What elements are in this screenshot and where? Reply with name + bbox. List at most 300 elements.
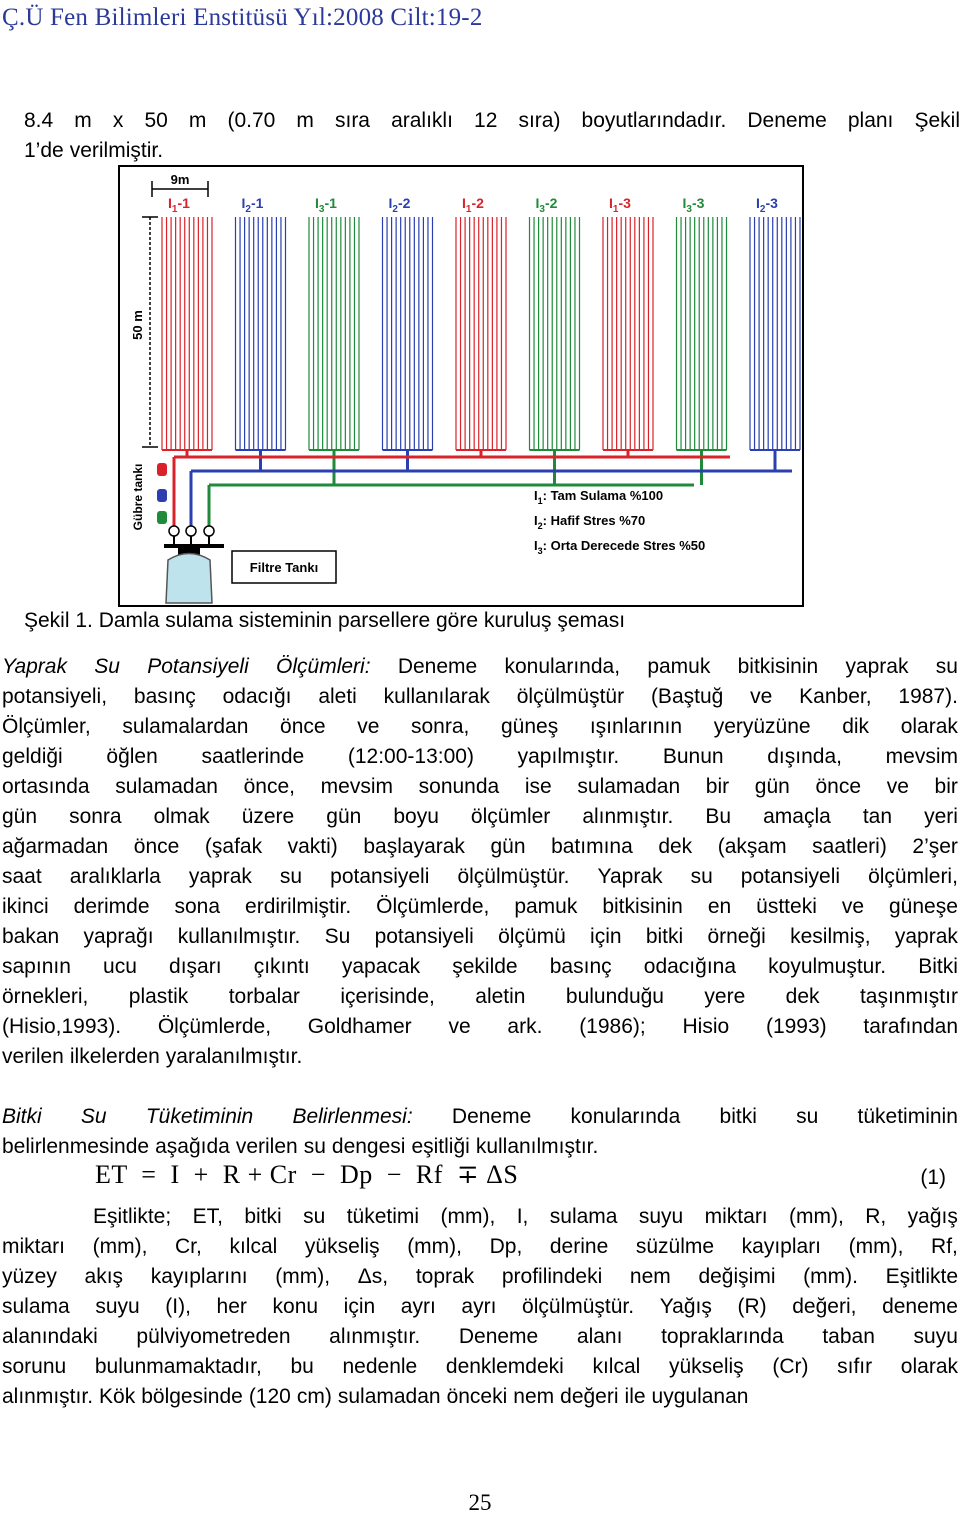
word: 2’şer bbox=[912, 835, 958, 858]
text-line bbox=[2, 1352, 958, 1382]
word: ayrı bbox=[461, 1295, 497, 1318]
word: m bbox=[74, 109, 92, 132]
word: sulama bbox=[2, 1295, 70, 1318]
word: Ölçümler, bbox=[2, 715, 91, 738]
plot-label: $I_2-2$ bbox=[388, 195, 411, 215]
word: olarak bbox=[900, 1355, 958, 1378]
word: Şekil bbox=[914, 109, 960, 132]
word: uygulanan bbox=[651, 1385, 749, 1408]
word: deneme bbox=[882, 1295, 958, 1318]
word: sıra bbox=[334, 109, 370, 132]
text-line bbox=[2, 1202, 958, 1232]
plot-1 bbox=[162, 195, 212, 457]
word: saatlerinde bbox=[201, 745, 305, 768]
word: Bunun bbox=[662, 745, 724, 768]
filter-tank-body bbox=[166, 554, 212, 604]
word: şekilde bbox=[452, 955, 518, 978]
leaf-water-potential-paragraph bbox=[2, 652, 958, 1072]
word: erdirilmiştir. bbox=[245, 895, 352, 918]
word: Su bbox=[324, 925, 351, 948]
legend-item: $I_3$: Orta Derecede Stres %50 bbox=[534, 538, 706, 556]
word: (akşam bbox=[717, 835, 787, 858]
plot-9 bbox=[750, 195, 800, 471]
word: Cr, bbox=[175, 1235, 202, 1258]
plot-grid bbox=[162, 195, 800, 485]
word: yaprağı bbox=[83, 925, 154, 948]
word: Δs, bbox=[357, 1265, 389, 1288]
word: denklemdeki bbox=[445, 1355, 564, 1378]
word: alanındaki bbox=[2, 1325, 98, 1348]
word: pamuk bbox=[647, 655, 711, 678]
word: (R) bbox=[737, 1295, 767, 1318]
word: ile bbox=[624, 1385, 646, 1408]
word: Eşitlikte bbox=[885, 1265, 958, 1288]
word: su bbox=[935, 655, 958, 678]
word: Yaprak bbox=[2, 655, 67, 678]
plot-label: $I_1-1$ bbox=[168, 195, 190, 215]
word: miktarı bbox=[704, 1205, 768, 1228]
journal-header: Ç.Ü Fen Bilimleri Enstitüsü Yıl:2008 Cilt:19-2 bbox=[2, 4, 483, 31]
fertilizer-tank-green bbox=[157, 511, 167, 524]
word: Bitki bbox=[2, 1105, 42, 1128]
word: cm) bbox=[296, 1385, 332, 1408]
word: yapılmıştır. bbox=[517, 745, 620, 768]
word: topraklarında bbox=[661, 1325, 784, 1348]
word: sonra, bbox=[411, 715, 470, 738]
word: içerisinde, bbox=[340, 985, 435, 1008]
word: üzere bbox=[241, 805, 295, 828]
word: miktarı bbox=[2, 1235, 65, 1258]
word: ortasında bbox=[2, 775, 90, 798]
word: aralıklı bbox=[391, 109, 453, 132]
word: (1986); bbox=[579, 1015, 646, 1038]
word: kullanılmıştır. bbox=[177, 925, 301, 948]
word: kullanılmıştır. bbox=[475, 1135, 599, 1158]
word: gün bbox=[490, 835, 526, 858]
plot-4 bbox=[383, 195, 433, 471]
word: tüketimi bbox=[346, 1205, 420, 1228]
word: saat bbox=[2, 865, 42, 888]
plot-6 bbox=[530, 195, 580, 485]
length-dimension bbox=[130, 217, 158, 447]
word: amaçla bbox=[763, 805, 831, 828]
word: Rf, bbox=[931, 1235, 958, 1258]
word: odacığı bbox=[222, 685, 292, 708]
word: ucu bbox=[103, 955, 137, 978]
word: ise bbox=[524, 775, 552, 798]
word: ve bbox=[841, 895, 865, 918]
word: kayıpları bbox=[741, 1235, 822, 1258]
word: sona bbox=[174, 895, 221, 918]
word: ve bbox=[750, 685, 773, 708]
length-label: 50 m bbox=[130, 310, 145, 340]
word: ölçülmüştür bbox=[516, 685, 625, 708]
word: plastik bbox=[128, 985, 189, 1008]
word: ikinci bbox=[2, 895, 49, 918]
word: için bbox=[343, 1295, 376, 1318]
word: vakti) bbox=[287, 835, 338, 858]
word: önce bbox=[280, 715, 326, 738]
word: x bbox=[112, 109, 124, 132]
word: yaprak bbox=[188, 865, 252, 888]
legend-item: $I_2$: Hafif Stres %70 bbox=[534, 513, 646, 531]
text-line bbox=[2, 1262, 958, 1292]
word: m bbox=[296, 109, 314, 132]
word: yüzey bbox=[2, 1265, 57, 1288]
word: ölçülmüştür. bbox=[457, 865, 570, 888]
word: önceki bbox=[446, 1385, 508, 1408]
word: kılcal bbox=[229, 1235, 278, 1258]
word: dek bbox=[785, 985, 820, 1008]
word: taban bbox=[822, 1325, 875, 1348]
word: saatleri) bbox=[812, 835, 887, 858]
word: sulamadan bbox=[115, 775, 218, 798]
word: yeri bbox=[924, 805, 958, 828]
word: güneşe bbox=[889, 895, 958, 918]
word: yapacak bbox=[341, 955, 421, 978]
word: dek bbox=[658, 835, 693, 858]
word: sulamalardan bbox=[122, 715, 249, 738]
word: örneği bbox=[707, 925, 766, 948]
word: değeri bbox=[560, 1385, 619, 1408]
word: boyu bbox=[393, 805, 439, 828]
word: suyu bbox=[95, 1295, 140, 1318]
word: (I), bbox=[165, 1295, 191, 1318]
width-dimension bbox=[152, 172, 208, 197]
word: ilkelerden bbox=[69, 1045, 160, 1068]
word: aletin bbox=[475, 985, 526, 1008]
word: Goldhamer bbox=[307, 1015, 412, 1038]
word: ışınlarının bbox=[589, 715, 683, 738]
word: I, bbox=[516, 1205, 529, 1228]
word: basınç bbox=[133, 685, 196, 708]
word: su bbox=[796, 1105, 819, 1128]
word: verilmiştir. bbox=[69, 139, 164, 162]
water-consumption-paragraph bbox=[2, 1102, 958, 1162]
word: bitkisinin bbox=[602, 895, 683, 918]
word: boyutlarındadır. bbox=[581, 109, 727, 132]
word: için bbox=[590, 925, 622, 948]
word: olmak bbox=[153, 805, 210, 828]
valves bbox=[164, 526, 224, 548]
word: ayrı bbox=[400, 1295, 436, 1318]
text-line bbox=[2, 952, 958, 982]
word: önce bbox=[815, 775, 862, 798]
word: torbalar bbox=[228, 985, 300, 1008]
word: gün bbox=[326, 805, 362, 828]
word: profilindeki bbox=[501, 1265, 603, 1288]
word: (120 bbox=[248, 1385, 291, 1408]
text-line bbox=[2, 892, 958, 922]
word: nem bbox=[513, 1385, 555, 1408]
word: sorunu bbox=[2, 1355, 67, 1378]
equation-row bbox=[0, 1160, 960, 1200]
word: bitki bbox=[645, 925, 684, 948]
word: (Hisio,1993). bbox=[2, 1015, 122, 1038]
text-line bbox=[2, 772, 958, 802]
word: ve bbox=[357, 715, 380, 738]
word: bulunduğu bbox=[565, 985, 664, 1008]
word: aşağıda bbox=[155, 1135, 230, 1158]
word: ölçümleri, bbox=[868, 865, 958, 888]
plot-label: $I_1-3$ bbox=[609, 195, 631, 215]
word: bir bbox=[705, 775, 730, 798]
figure-caption: Şekil 1. Damla sulama sisteminin parsellere göre kuruluş şeması bbox=[24, 609, 626, 632]
word: geldiği bbox=[2, 745, 63, 768]
word: aleti bbox=[318, 685, 357, 708]
word: alınmıştır. bbox=[2, 1385, 94, 1408]
word: tarafından bbox=[863, 1015, 958, 1038]
word: örnekleri, bbox=[2, 985, 89, 1008]
word: yere bbox=[704, 985, 746, 1008]
word: Kök bbox=[99, 1385, 136, 1408]
word: planı bbox=[847, 109, 894, 132]
text-line bbox=[2, 1322, 958, 1352]
word: değişimi bbox=[698, 1265, 776, 1288]
text-line bbox=[2, 1102, 958, 1132]
word: nem bbox=[629, 1265, 671, 1288]
word: kullanılarak bbox=[383, 685, 490, 708]
word: yaprak bbox=[894, 925, 958, 948]
plot-label: $I_2-1$ bbox=[241, 195, 264, 215]
plot-7 bbox=[603, 195, 653, 457]
word: konu bbox=[272, 1295, 319, 1318]
word: (mm), bbox=[407, 1235, 462, 1258]
word: sapının bbox=[2, 955, 71, 978]
text-line bbox=[2, 1042, 958, 1072]
word: sonunda bbox=[418, 775, 500, 798]
word: Ölçümleri: bbox=[276, 655, 371, 678]
word: (mm), bbox=[92, 1235, 148, 1258]
word: Bu bbox=[705, 805, 732, 828]
word: Belirlenmesi: bbox=[292, 1105, 413, 1128]
word: dengesi bbox=[331, 1135, 406, 1158]
word: mevsim bbox=[885, 745, 958, 768]
word: potansiyeli bbox=[330, 865, 430, 888]
intro-line-2 bbox=[24, 136, 960, 166]
word: (mm), bbox=[789, 1205, 844, 1228]
word: m bbox=[188, 109, 207, 132]
word: en bbox=[707, 895, 732, 918]
word: odacığına bbox=[643, 955, 737, 978]
word: alınmıştır. bbox=[329, 1325, 421, 1348]
fertilizer-tanks bbox=[131, 463, 167, 530]
word: (12:00-13:00) bbox=[347, 745, 474, 768]
word: dik bbox=[842, 715, 870, 738]
word: tüketiminin bbox=[857, 1105, 958, 1128]
word: derine bbox=[549, 1235, 609, 1258]
word: potansiyeli, bbox=[2, 685, 108, 708]
plot-label: $I_3-2$ bbox=[535, 195, 558, 215]
text-line bbox=[2, 1382, 958, 1412]
word: 12 bbox=[474, 109, 498, 132]
word: pülviyometreden bbox=[136, 1325, 291, 1348]
word: Deneme bbox=[458, 1325, 539, 1348]
word: bitki bbox=[719, 1105, 757, 1128]
word: suyu bbox=[913, 1325, 958, 1348]
word: ark. bbox=[507, 1015, 543, 1038]
word: üstteki bbox=[756, 895, 817, 918]
plot-label: $I_2-3$ bbox=[756, 195, 778, 215]
word: sıra) bbox=[518, 109, 561, 132]
text-line bbox=[2, 682, 958, 712]
word: bitkisinin bbox=[737, 655, 819, 678]
legend-item: $I_1$: Tam Sulama %100 bbox=[534, 488, 664, 506]
word: ve bbox=[886, 775, 909, 798]
word: bakan bbox=[2, 925, 60, 948]
text-line bbox=[2, 652, 958, 682]
word: önce bbox=[133, 835, 180, 858]
word: sonra bbox=[69, 805, 122, 828]
word: bölgesinde bbox=[141, 1385, 243, 1408]
word: Eşitlikte; bbox=[93, 1205, 172, 1228]
word: 50 bbox=[144, 109, 168, 132]
text-line bbox=[2, 742, 958, 772]
water-balance-equation: ET = I + R + Cr − Dp − Rf ∓ ΔS bbox=[95, 1160, 519, 1189]
word: akış bbox=[84, 1265, 124, 1288]
filter-tank-label: Filtre Tankı bbox=[249, 560, 319, 575]
plot-3 bbox=[309, 195, 359, 485]
text-line bbox=[2, 1232, 958, 1262]
word: (mm), bbox=[440, 1205, 496, 1228]
word: konularında, bbox=[504, 655, 621, 678]
word: 1’de bbox=[24, 139, 64, 162]
word: koyulmuştur. bbox=[768, 955, 887, 978]
text-line bbox=[2, 1012, 958, 1042]
plot-2 bbox=[236, 195, 286, 471]
word: Ölçümlerde, bbox=[157, 1015, 272, 1038]
word: Bitki bbox=[918, 955, 958, 978]
word: olarak bbox=[900, 715, 958, 738]
word: yaprak bbox=[845, 655, 909, 678]
word: kayıplarını bbox=[150, 1265, 248, 1288]
word: yükseliş bbox=[668, 1355, 744, 1378]
width-label: 9m bbox=[170, 172, 190, 187]
word: (Cr) bbox=[772, 1355, 809, 1378]
page-number: 25 bbox=[468, 1490, 492, 1515]
fertilizer-tank-red bbox=[157, 463, 167, 476]
word: Dp, bbox=[489, 1235, 523, 1258]
word: yağış bbox=[907, 1205, 958, 1228]
word: başlayarak bbox=[363, 835, 465, 858]
word: kılcal bbox=[592, 1355, 641, 1378]
fertilizer-tank-label: Gübre tankı bbox=[131, 463, 145, 531]
word: ET, bbox=[192, 1205, 223, 1228]
text-line bbox=[2, 1292, 958, 1322]
word: Potansiyeli bbox=[147, 655, 249, 678]
word: batımına bbox=[551, 835, 633, 858]
word: (mm). bbox=[803, 1265, 858, 1288]
plot-5 bbox=[456, 195, 506, 457]
word: eşitliği bbox=[411, 1135, 470, 1158]
word: önce, bbox=[243, 775, 295, 798]
word: su bbox=[279, 865, 303, 888]
main-pipes bbox=[174, 457, 792, 527]
word: (0.70 bbox=[227, 109, 276, 132]
word: Yağış bbox=[659, 1295, 712, 1318]
word: öğlen bbox=[106, 745, 158, 768]
legend bbox=[534, 488, 705, 556]
word: (Baştuğ bbox=[650, 685, 724, 708]
word: su bbox=[690, 865, 713, 888]
word: Su bbox=[80, 1105, 107, 1128]
filter-tank bbox=[166, 548, 336, 603]
word: pamuk bbox=[514, 895, 578, 918]
word: Kanber, bbox=[799, 685, 872, 708]
text-line bbox=[2, 982, 958, 1012]
word: dışında, bbox=[767, 745, 842, 768]
word: ağarmadan bbox=[2, 835, 109, 858]
word: derimde bbox=[73, 895, 150, 918]
fertilizer-tank-blue bbox=[157, 489, 167, 502]
word: bitki bbox=[244, 1205, 282, 1228]
word: ölçümü bbox=[498, 925, 566, 948]
word: ölçülmüştür. bbox=[522, 1295, 635, 1318]
word: R, bbox=[865, 1205, 887, 1228]
word: potansiyeli bbox=[740, 865, 841, 888]
word: 8.4 bbox=[24, 109, 54, 132]
word: alanı bbox=[576, 1325, 623, 1348]
word: her bbox=[216, 1295, 247, 1318]
plot-8 bbox=[677, 195, 727, 485]
word: basınç bbox=[549, 955, 612, 978]
word: sulamadan bbox=[577, 775, 681, 798]
word: (mm), bbox=[275, 1265, 331, 1288]
word: (şafak bbox=[204, 835, 263, 858]
word: güneş bbox=[501, 715, 559, 738]
plot-label: $I_3-3$ bbox=[682, 195, 705, 215]
word: sulama bbox=[549, 1205, 618, 1228]
text-line bbox=[2, 862, 958, 892]
plot-label: $I_3-1$ bbox=[315, 195, 337, 215]
word: tan bbox=[862, 805, 893, 828]
word: yeryüzüne bbox=[713, 715, 811, 738]
word: potansiyeli bbox=[374, 925, 474, 948]
word: yükseliş bbox=[304, 1235, 380, 1258]
text-line bbox=[2, 1132, 958, 1162]
intro-paragraph bbox=[24, 106, 960, 166]
word: sıfır bbox=[837, 1355, 873, 1378]
equation-explanation-paragraph bbox=[2, 1202, 958, 1412]
text-line bbox=[2, 922, 958, 952]
text-line bbox=[2, 802, 958, 832]
word: verilen bbox=[2, 1045, 64, 1068]
word: Deneme bbox=[397, 655, 478, 678]
word: Deneme bbox=[451, 1105, 532, 1128]
word: Su bbox=[94, 655, 120, 678]
word: gün bbox=[754, 775, 790, 798]
word: Ölçümlerde, bbox=[376, 895, 490, 918]
irrigation-layout-figure bbox=[118, 165, 804, 607]
word: bulunmamaktadır, bbox=[94, 1355, 262, 1378]
word: çıkıntı bbox=[253, 955, 310, 978]
word: yaralanılmıştır. bbox=[165, 1045, 303, 1068]
word: bu bbox=[290, 1355, 314, 1378]
word: konularında bbox=[570, 1105, 681, 1128]
word: taşınmıştır bbox=[859, 985, 958, 1008]
plot-label: $I_1-2$ bbox=[462, 195, 484, 215]
word: belirlenmesinde bbox=[2, 1135, 150, 1158]
word: mevsim bbox=[320, 775, 393, 798]
word: aralıklarla bbox=[69, 865, 161, 888]
word: su bbox=[303, 1205, 326, 1228]
word: 1987). bbox=[898, 685, 958, 708]
word: bir bbox=[934, 775, 958, 798]
word: su bbox=[303, 1135, 326, 1158]
word: Tüketiminin bbox=[145, 1105, 254, 1128]
word: Deneme bbox=[747, 109, 827, 132]
word: verilen bbox=[235, 1135, 298, 1158]
